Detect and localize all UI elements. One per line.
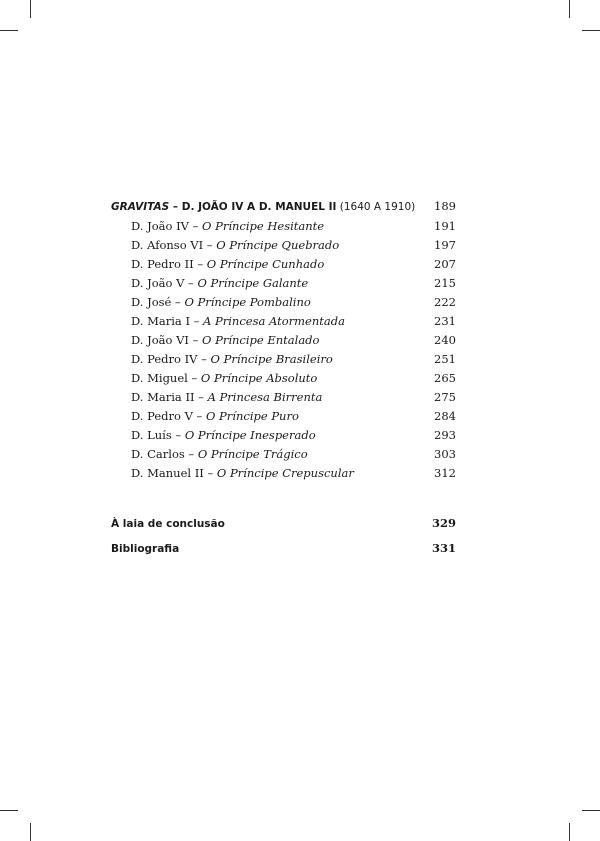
entry-page: 251 (434, 352, 456, 366)
toc-entry (111, 255, 456, 274)
entry-title: O Príncipe Absoluto (200, 371, 318, 385)
entry-title: O Príncipe Crepuscular (216, 466, 354, 480)
entry-page: 222 (434, 295, 456, 309)
section-italic: GRAVITAS (111, 201, 170, 213)
entry-label (131, 445, 308, 464)
entry-page: 312 (434, 466, 456, 480)
entry-label (131, 274, 308, 293)
entry-label (131, 426, 316, 445)
crop-mark-bottom-right-h (582, 810, 600, 811)
toc-entry (111, 350, 456, 369)
entry-title: O Príncipe Inesperado (184, 428, 316, 442)
entry-name: D. José (131, 295, 172, 309)
entry-title: O Príncipe Cunhado (206, 257, 325, 271)
crop-mark-top-left (30, 0, 31, 18)
entry-page: 303 (434, 447, 456, 461)
endmatter-label: À laia de conclusão (111, 518, 225, 530)
section-bold: D. JOÃO IV A D. MANUEL II (181, 201, 337, 213)
section-range: (1640 A 1910) (336, 201, 416, 213)
toc-entry (111, 331, 456, 350)
toc-entry (111, 217, 456, 236)
entry-label (131, 255, 324, 274)
toc-entry (111, 388, 456, 407)
toc-entry (111, 464, 456, 483)
entry-title: A Princesa Birrenta (207, 390, 323, 404)
entry-name: D. Carlos (131, 447, 185, 461)
entry-separator: – (188, 333, 203, 347)
entry-separator: – (203, 238, 217, 252)
table-of-contents (111, 197, 456, 561)
entry-title: A Princesa Atormentada (203, 314, 345, 328)
toc-entry (111, 426, 456, 445)
entry-page: 215 (434, 276, 456, 290)
entry-separator: – (203, 466, 217, 480)
entry-label (131, 312, 345, 331)
entry-separator: – (188, 219, 203, 233)
entry-label (131, 388, 322, 407)
toc-entries (111, 217, 456, 483)
entry-separator: – (171, 295, 185, 309)
entry-title: O Príncipe Trágico (197, 447, 308, 461)
toc-entry (111, 407, 456, 426)
entry-separator: – (171, 428, 185, 442)
entry-separator: – (197, 352, 211, 366)
toc-endmatter-entry (111, 536, 456, 561)
crop-mark-bottom-left (30, 823, 31, 841)
entry-separator: – (187, 371, 201, 385)
entry-label (131, 407, 299, 426)
entry-page: 284 (434, 409, 456, 423)
toc-entry (111, 445, 456, 464)
crop-mark-top-right-h (582, 30, 600, 31)
entry-page: 275 (434, 390, 456, 404)
entry-separator: – (193, 257, 207, 271)
entry-name: D. Maria II (131, 390, 195, 404)
section-label (111, 198, 415, 217)
entry-name: D. Luís (131, 428, 172, 442)
entry-label (131, 236, 339, 255)
entry-separator: – (189, 314, 204, 328)
endmatter-label: Bibliografia (111, 543, 180, 555)
entry-title: O Príncipe Puro (205, 409, 299, 423)
entry-name: D. Pedro II (131, 257, 194, 271)
crop-mark-top-right (569, 0, 570, 18)
toc-entry (111, 236, 456, 255)
toc-entry (111, 274, 456, 293)
spacer (111, 483, 456, 511)
toc-endmatter-entry (111, 511, 456, 536)
crop-mark-top-left-h (0, 30, 18, 31)
toc-section-heading (111, 197, 456, 217)
entry-page: 293 (434, 428, 456, 442)
toc-entry (111, 312, 456, 331)
endmatter-page: 331 (431, 541, 456, 555)
entry-label (131, 464, 354, 483)
entry-label (131, 217, 324, 236)
entry-separator: – (184, 447, 198, 461)
toc-entry (111, 293, 456, 312)
entry-page: 191 (434, 219, 456, 233)
toc-endmatter (111, 511, 456, 561)
entry-name: D. Afonso VI (131, 238, 204, 252)
entry-label (131, 350, 333, 369)
entry-name: D. Manuel II (131, 466, 204, 480)
entry-label (131, 331, 319, 350)
entry-title: O Príncipe Brasileiro (210, 352, 333, 366)
entry-name: D. João V (131, 276, 185, 290)
crop-mark-bottom-right (569, 823, 570, 841)
entry-page: 240 (434, 333, 456, 347)
entry-page: 265 (434, 371, 456, 385)
entry-title: O Príncipe Pombalino (184, 295, 311, 309)
entry-page: 231 (434, 314, 456, 328)
entry-name: D. João VI (131, 333, 189, 347)
entry-page: 197 (434, 238, 456, 252)
section-page: 189 (434, 199, 456, 213)
entry-title: O Príncipe Galante (197, 276, 309, 290)
entry-page: 207 (434, 257, 456, 271)
entry-label (131, 369, 317, 388)
toc-entry (111, 369, 456, 388)
entry-name: D. Pedro IV (131, 352, 198, 366)
entry-title: O Príncipe Entalado (202, 333, 320, 347)
entry-separator: – (192, 409, 206, 423)
entry-title: O Príncipe Hesitante (202, 219, 325, 233)
crop-mark-bottom-left-h (0, 810, 18, 811)
entry-separator: – (194, 390, 208, 404)
entry-title: O Príncipe Quebrado (216, 238, 340, 252)
endmatter-page: 329 (431, 516, 456, 530)
entry-label (131, 293, 311, 312)
entry-name: D. João IV (131, 219, 189, 233)
entry-name: D. Pedro V (131, 409, 193, 423)
entry-name: D. Miguel (131, 371, 188, 385)
entry-separator: – (184, 276, 198, 290)
section-dash: – (169, 201, 182, 213)
entry-name: D. Maria I (131, 314, 190, 328)
